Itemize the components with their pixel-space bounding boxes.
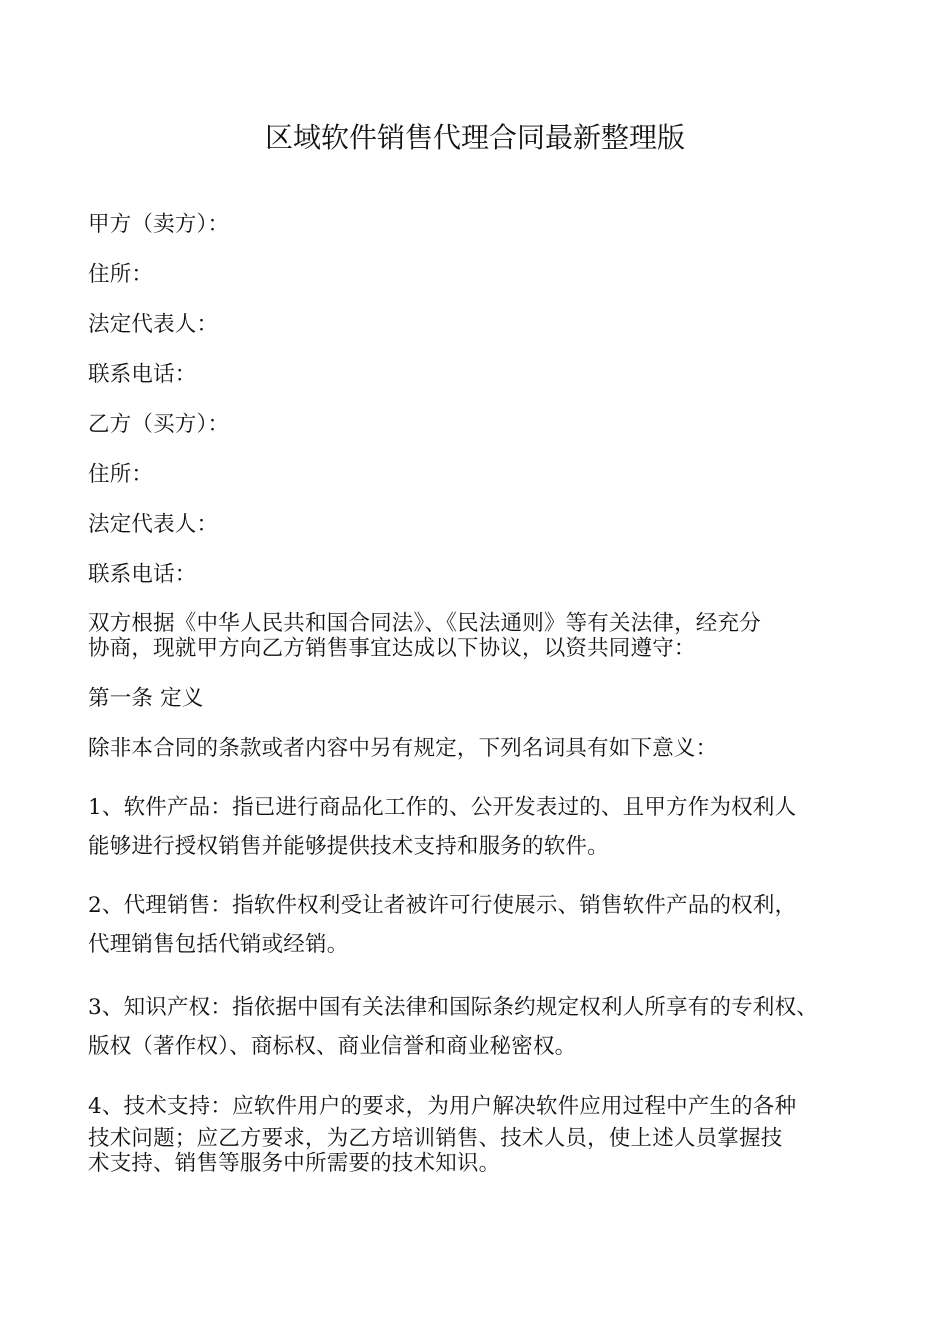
definition-item-4: [88, 1087, 878, 1176]
party-b-phone-label: 联系电话：: [88, 562, 197, 587]
preamble-line: 协商，现就甲方向乙方销售事宜达成以下协议，以资共同遵守：: [88, 636, 696, 661]
definition-item-2: [88, 886, 878, 964]
definition-item-3: [88, 988, 878, 1066]
definition-line: 能够进行授权销售并能够提供技术支持和服务的软件。: [88, 834, 609, 859]
article1-intro: 除非本合同的条款或者内容中另有规定，下列名词具有如下意义：: [88, 736, 718, 761]
definition-item-1: [88, 788, 878, 866]
definition-line: 1、软件产品：指已进行商品化工作的、公开发表过的、且甲方作为权利人: [88, 795, 797, 820]
document-title: 区域软件销售代理合同最新整理版: [264, 121, 685, 154]
definition-line: 术支持、销售等服务中所需要的技术知识。: [88, 1151, 501, 1176]
definition-line: 代理销售包括代销或经销。: [88, 932, 349, 957]
party-a-address-label: 住所：: [88, 262, 154, 287]
preamble-line: 双方根据《中华人民共和国合同法》、《民法通则》等有关法律，经充分: [88, 611, 761, 636]
party-a-name-label: 甲方（卖方）：: [88, 212, 230, 237]
party-a-rep-label: 法定代表人：: [88, 312, 219, 337]
party-b-rep-label: 法定代表人：: [88, 512, 219, 537]
definition-line: 3、知识产权：指依据中国有关法律和国际条约规定权利人所享有的专利权、: [88, 995, 818, 1020]
party-a-phone-label: 联系电话：: [88, 362, 197, 387]
definition-line: 技术问题；应乙方要求，为乙方培训销售、技术人员，使上述人员掌握技: [88, 1126, 783, 1151]
article1-heading: 第一条 定义: [88, 686, 204, 711]
definition-line: 4、技术支持：应软件用户的要求，为用户解决软件应用过程中产生的各种: [88, 1094, 797, 1119]
party-b-address-label: 住所：: [88, 462, 154, 487]
definition-line: 版权（著作权）、商标权、商业信誉和商业秘密权。: [88, 1034, 577, 1059]
preamble-paragraph: [88, 611, 878, 661]
party-b-name-label: 乙方（买方）：: [88, 412, 230, 437]
definition-line: 2、代理销售：指软件权利受让者被许可行使展示、销售软件产品的权利，: [88, 893, 797, 918]
